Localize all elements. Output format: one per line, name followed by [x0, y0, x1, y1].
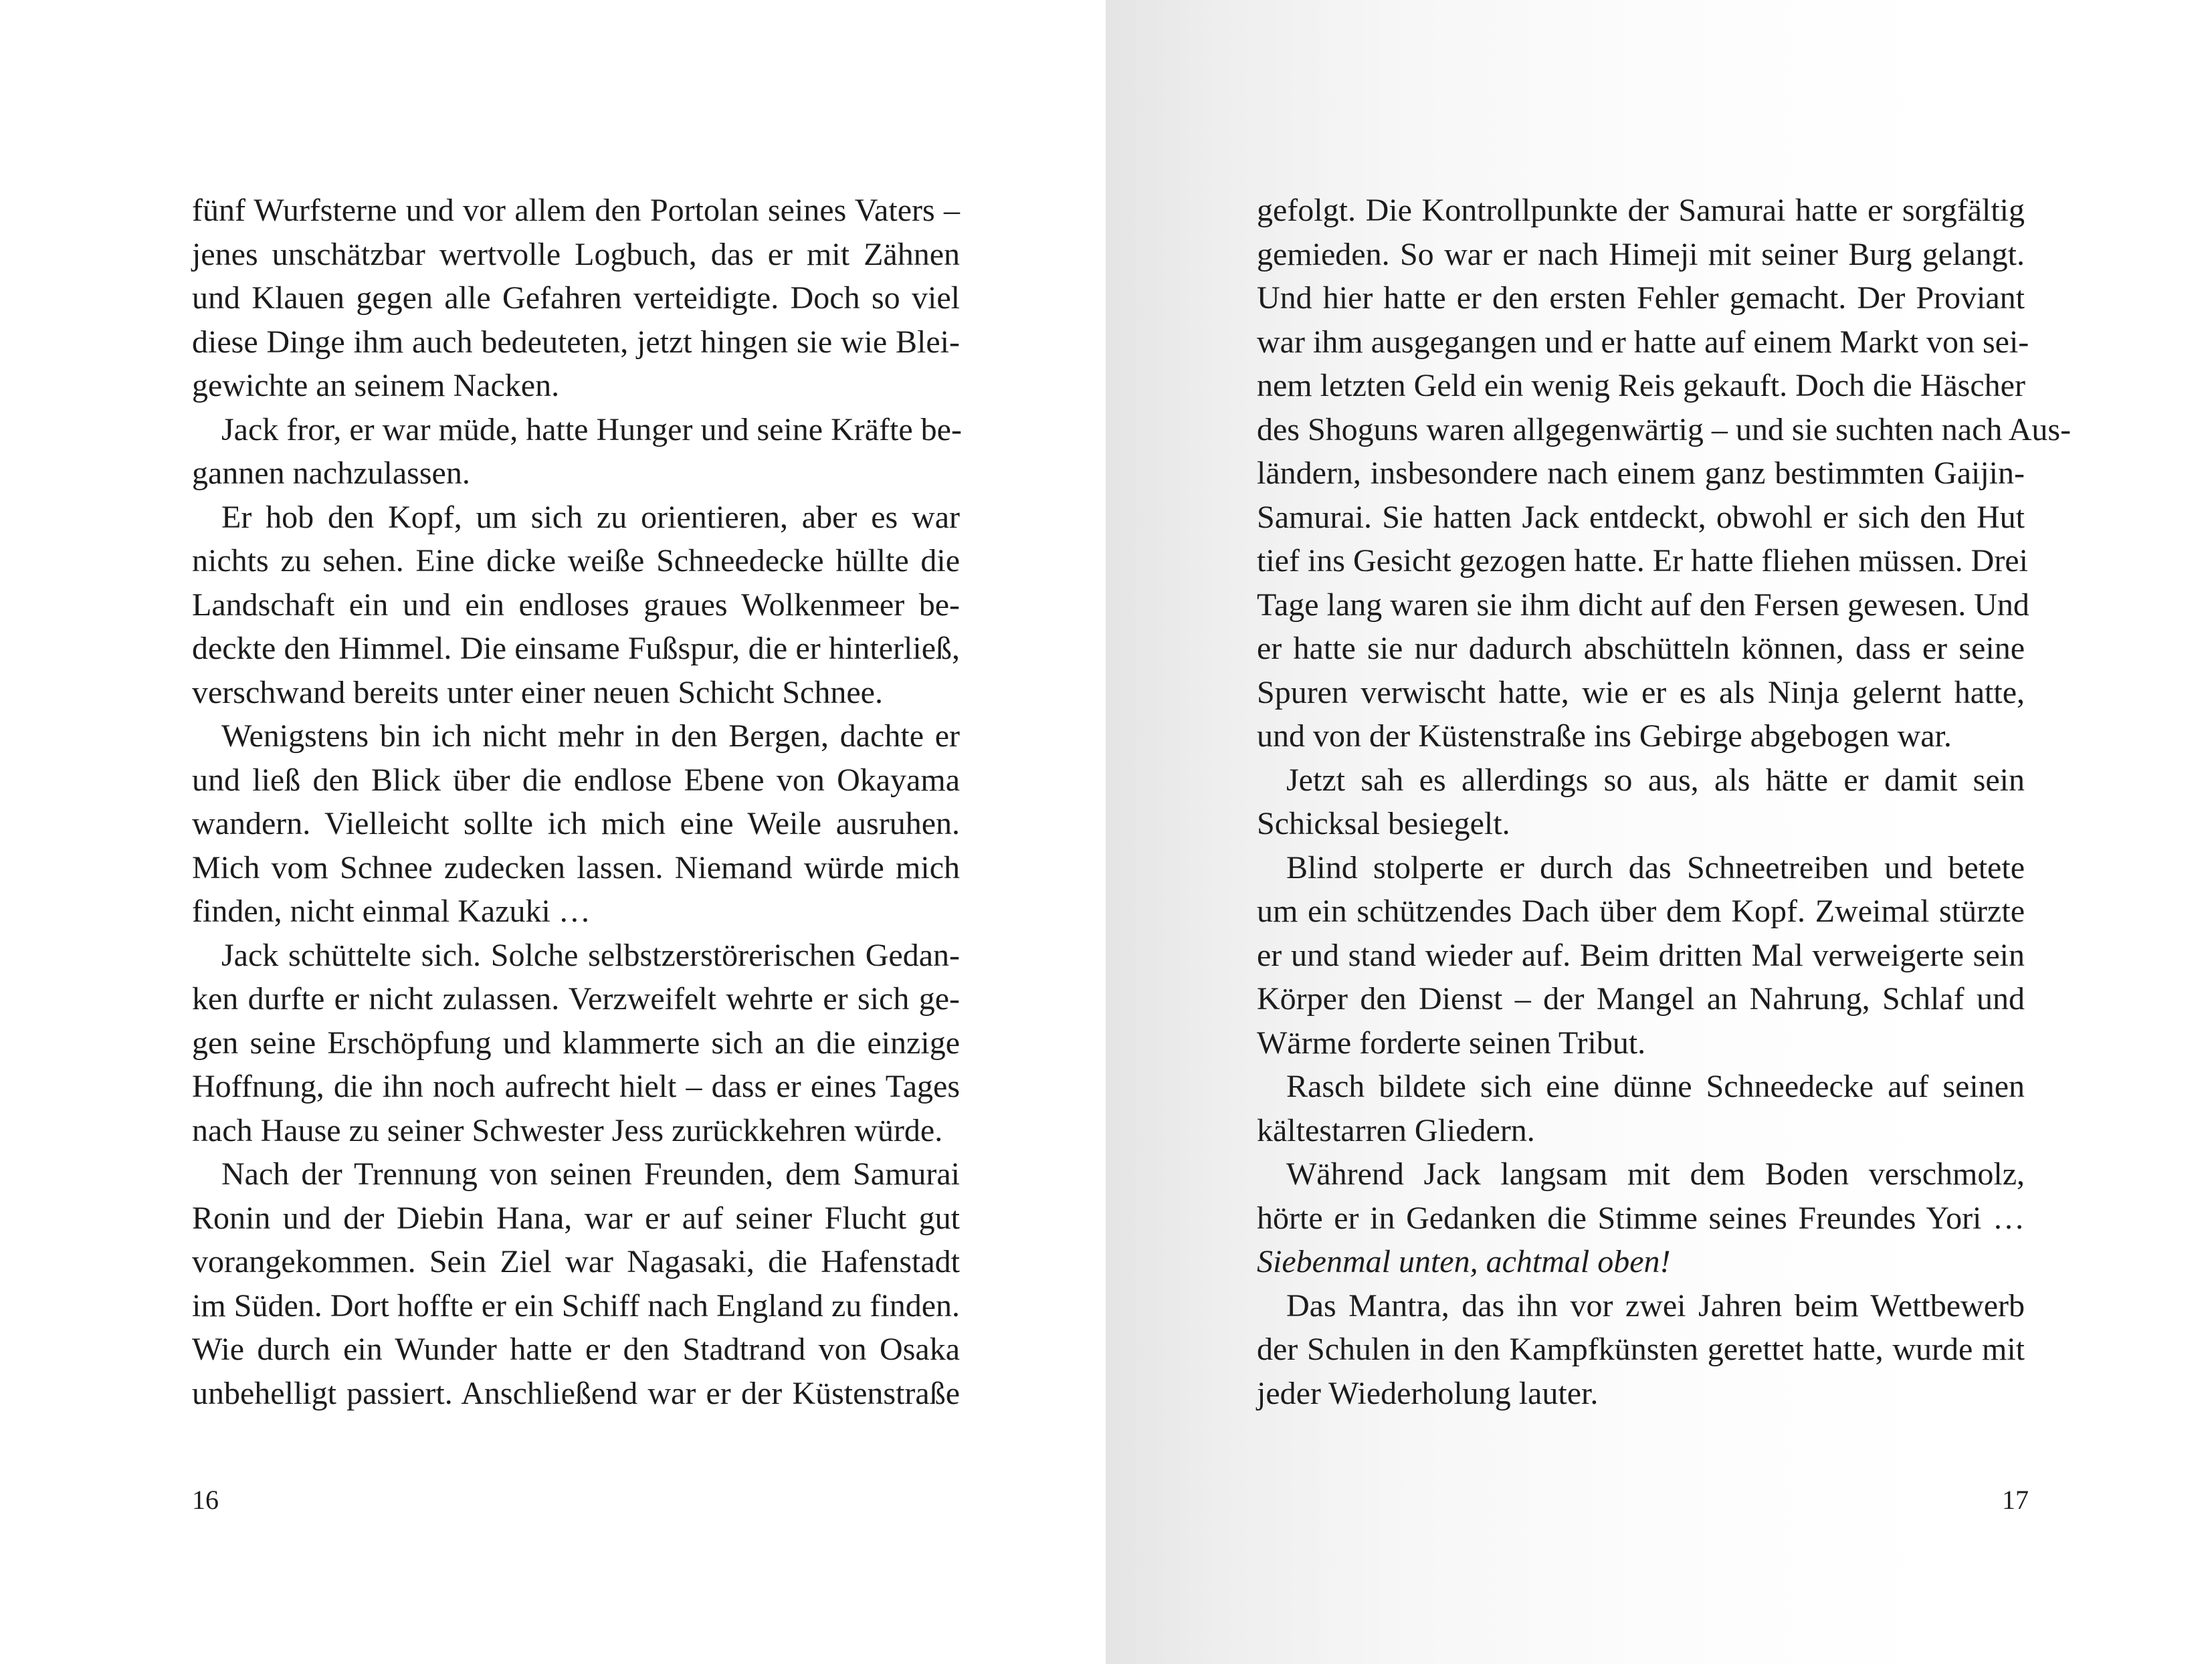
text-line: Hoffnung, die ihn noch aufrecht hielt – dass er eines Tages — [192, 1069, 960, 1104]
text-line: Er hob den Kopf, um sich zu orientieren, aber es war — [221, 499, 960, 535]
text-line: vorangekommen. Sein Ziel war Nagasaki, die Hafenstadt — [192, 1244, 960, 1279]
text-line: hörte er in Gedanken die Stimme seines Freundes Yori … — [1257, 1200, 2025, 1236]
text-line: Körper den Dienst – der Mangel an Nahrung, Schlaf und — [1257, 981, 2025, 1017]
text-line: tief ins Gesicht gezogen hatte. Er hatte fliehen müssen. Drei — [1257, 543, 2028, 579]
text-line: gefolgt. Die Kontrollpunkte der Samurai hatte er sorgfältig — [1257, 193, 2025, 228]
text-line: war ihm ausgegangen und er hatte auf einem Markt von sei- — [1257, 324, 2029, 360]
text-line: kältestarren Gliedern. — [1257, 1112, 1535, 1148]
text-line: um ein schützendes Dach über dem Kopf. Zweimal stürzte — [1257, 894, 2025, 929]
text-line: ken durfte er nicht zulassen. Verzweifelt wehrte er sich ge- — [192, 981, 960, 1017]
text-line: Tage lang waren sie ihm dicht auf den Fersen gewesen. Und — [1257, 587, 2029, 623]
text-line: Jack fror, er war müde, hatte Hunger und seine Kräfte be- — [221, 411, 962, 447]
text-line: Wärme forderte seinen Tribut. — [1257, 1025, 1646, 1061]
text-line: jenes unschätzbar wertvolle Logbuch, das er mit Zähnen — [192, 236, 960, 272]
italic-text-line: Siebenmal unten, achtmal oben! — [1257, 1244, 1671, 1279]
text-line: Und hier hatte er den ersten Fehler gemacht. Der Proviant — [1257, 280, 2025, 316]
text-line: verschwand bereits unter einer neuen Schicht Schnee. — [192, 674, 883, 710]
text-line: Schicksal besiegelt. — [1257, 806, 1510, 841]
page-number-right: 17 — [2002, 1485, 2029, 1515]
text-line: wandern. Vielleicht sollte ich mich eine Weile ausruhen. — [192, 806, 960, 841]
text-line: und ließ den Blick über die endlose Ebene von Okayama — [192, 762, 960, 798]
text-line: der Schulen in den Kampfkünsten gerettet hatte, wurde mit — [1257, 1332, 2025, 1367]
text-line: unbehelligt passiert. Anschließend war er der Küstenstraße — [192, 1375, 960, 1411]
right-page-text — [1257, 189, 2072, 1415]
text-line: finden, nicht einmal Kazuki … — [192, 894, 591, 929]
text-line: er hatte sie nur dadurch abschütteln können, dass er seine — [1257, 631, 2025, 666]
text-line: ländern, insbesondere nach einem ganz bestimmten Gaijin- — [1257, 455, 2025, 491]
text-line: und von der Küstenstraße ins Gebirge abgebogen war. — [1257, 718, 1952, 754]
text-line: er und stand wieder auf. Beim dritten Mal verweigerte sein — [1257, 937, 2025, 973]
text-line: deckte den Himmel. Die einsame Fußspur, die er hinterließ, — [192, 631, 960, 666]
text-line: nichts zu sehen. Eine dicke weiße Schneedecke hüllte die — [192, 543, 960, 579]
text-line: diese Dinge ihm auch bedeuteten, jetzt hingen sie wie Blei- — [192, 324, 960, 360]
text-line: Während Jack langsam mit dem Boden verschmolz, — [1286, 1156, 2025, 1192]
text-line: Rasch bildete sich eine dünne Schneedecke auf seinen — [1286, 1069, 2025, 1104]
left-page-text — [192, 189, 960, 1415]
text-line: Das Mantra, das ihn vor zwei Jahren beim Wettbewerb — [1286, 1287, 2025, 1324]
text-line: des Shoguns waren allgegenwärtig – und sie suchten nach Aus- — [1257, 411, 2072, 447]
text-line: fünf Wurfsterne und vor allem den Portolan seines Vaters – — [192, 193, 960, 228]
text-line: Nach der Trennung von seinen Freunden, dem Samurai — [221, 1156, 960, 1192]
text-line: Blind stolperte er durch das Schneetreiben und betete — [1286, 849, 2025, 886]
text-line: jeder Wiederholung lauter. — [1257, 1375, 1599, 1411]
text-line: gewichte an seinem Nacken. — [192, 368, 560, 403]
text-line: Samurai. Sie hatten Jack entdeckt, obwohl er sich den Hut — [1257, 499, 2025, 535]
text-line: Spuren verwischt hatte, wie er es als Ninja gelernt hatte, — [1257, 674, 2025, 710]
text-line: nem letzten Geld ein wenig Reis gekauft. Doch die Häscher — [1257, 368, 2025, 403]
text-line: nach Hause zu seiner Schwester Jess zurückkehren würde. — [192, 1112, 943, 1148]
text-line: Landschaft ein und ein endloses graues Wolkenmeer be- — [192, 587, 960, 623]
page-number-left: 16 — [192, 1485, 219, 1515]
text-line: Jetzt sah es allerdings so aus, als hätte er damit sein — [1286, 762, 2025, 798]
text-line: Wenigstens bin ich nicht mehr in den Bergen, dachte er — [221, 718, 960, 754]
text-line: Ronin und der Diebin Hana, war er auf seiner Flucht gut — [192, 1200, 960, 1236]
text-line: und Klauen gegen alle Gefahren verteidigte. Doch so viel — [192, 280, 960, 316]
text-line: gen seine Erschöpfung und klammerte sich an die einzige — [192, 1025, 960, 1061]
text-line: Jack schüttelte sich. Solche selbstzerstörerischen Gedan- — [221, 937, 960, 973]
text-line: Wie durch ein Wunder hatte er den Stadtrand von Osaka — [192, 1332, 960, 1367]
right-page — [1106, 0, 2212, 1664]
text-line: gemieden. So war er nach Himeji mit seiner Burg gelangt. — [1257, 236, 2025, 272]
text-line: gannen nachzulassen. — [192, 455, 470, 491]
text-line: im Süden. Dort hoffte er ein Schiff nach England zu finden. — [192, 1287, 960, 1324]
text-line: Mich vom Schnee zudecken lassen. Niemand würde mich — [192, 849, 960, 886]
